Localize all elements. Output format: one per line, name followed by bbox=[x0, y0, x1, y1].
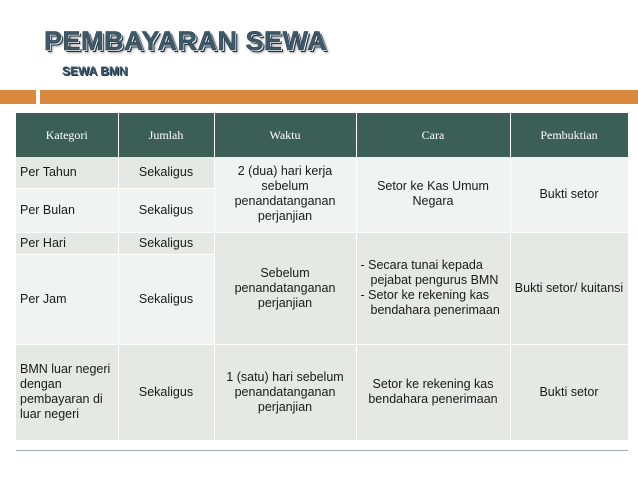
cell-jumlah: Sekaligus bbox=[118, 157, 214, 188]
cell-kategori: Per Jam bbox=[16, 254, 118, 344]
cell-waktu: 2 (dua) hari kerja sebelum penandatanganan perjanjian bbox=[214, 157, 356, 232]
list-item: - Setor ke rekening kas bendahara penerimaan bbox=[360, 288, 500, 317]
table-row bbox=[16, 232, 628, 254]
cell-waktu: Sebelum penandatanganan perjanjian bbox=[214, 232, 356, 344]
cell-jumlah: Sekaligus bbox=[118, 188, 214, 232]
column-header-waktu: Waktu bbox=[214, 113, 356, 157]
column-header-pembuktian: Pembuktian bbox=[510, 113, 628, 157]
cell-pembuktian: Bukti setor/ kuitansi bbox=[510, 232, 628, 344]
cell-pembuktian: Bukti setor bbox=[510, 344, 628, 440]
cell-jumlah: Sekaligus bbox=[118, 232, 214, 254]
column-header-cara: Cara bbox=[356, 113, 510, 157]
cell-cara bbox=[356, 232, 510, 344]
page-title: PEMBAYARAN SEWA bbox=[44, 26, 328, 56]
column-header-jumlah: Jumlah bbox=[118, 113, 214, 157]
cell-cara: Setor ke rekening kas bendahara penerimaan bbox=[356, 344, 510, 440]
list-item: - Secara tunai kepada pejabat pengurus BMN bbox=[360, 258, 499, 287]
accent-bar-left bbox=[0, 90, 36, 104]
table-row bbox=[16, 157, 628, 188]
payment-table bbox=[16, 113, 629, 441]
accent-bar-right bbox=[40, 90, 638, 104]
cell-jumlah: Sekaligus bbox=[118, 254, 214, 344]
cell-jumlah: Sekaligus bbox=[118, 344, 214, 440]
cell-cara: Setor ke Kas Umum Negara bbox=[356, 157, 510, 232]
table-bottom-divider bbox=[16, 450, 628, 451]
cell-waktu: 1 (satu) hari sebelum penandatanganan perjanjian bbox=[214, 344, 356, 440]
table-header-row bbox=[16, 113, 628, 157]
column-header-kategori: Kategori bbox=[16, 113, 118, 157]
cell-kategori: Per Tahun bbox=[16, 157, 118, 188]
cara-list bbox=[361, 258, 506, 318]
page-subtitle: SEWA BMN bbox=[62, 64, 128, 78]
table-row bbox=[16, 344, 628, 440]
cell-pembuktian: Bukti setor bbox=[510, 157, 628, 232]
cell-kategori: BMN luar negeri dengan pembayaran di luar negeri bbox=[16, 344, 118, 440]
cell-kategori: Per Bulan bbox=[16, 188, 118, 232]
cell-kategori: Per Hari bbox=[16, 232, 118, 254]
